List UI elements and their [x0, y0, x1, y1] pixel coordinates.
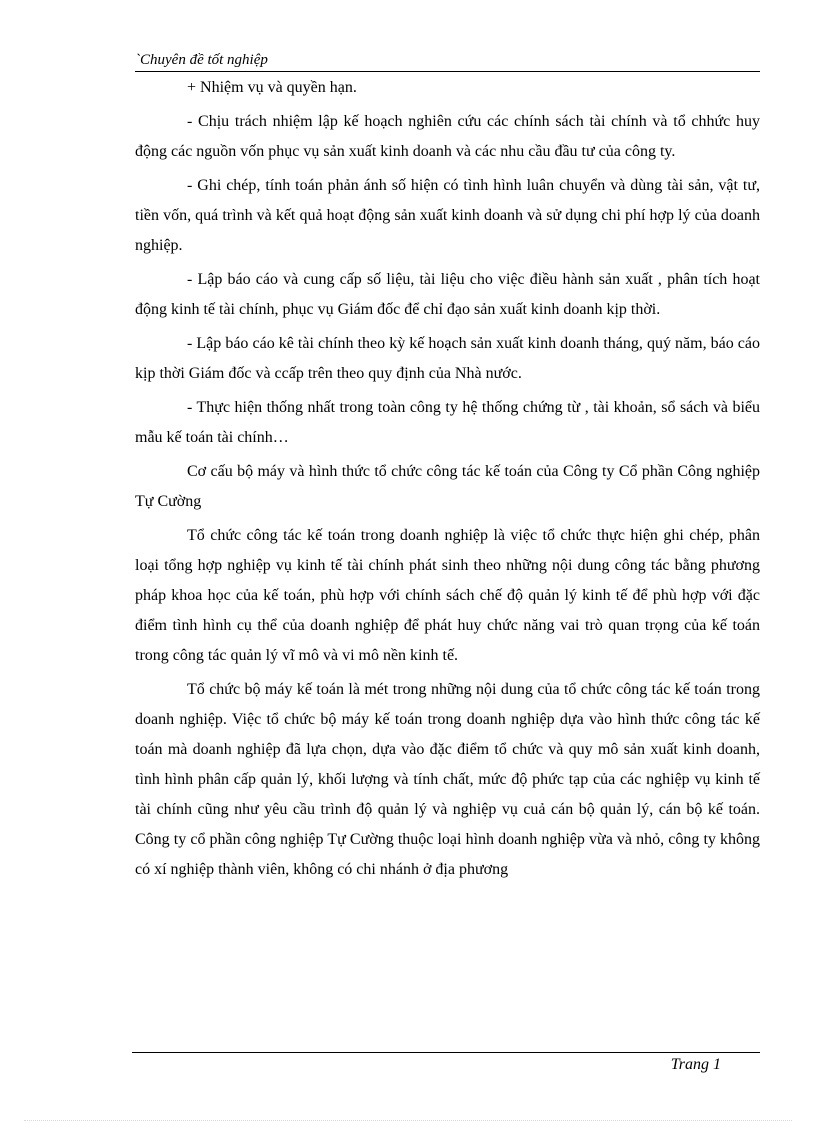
header-divider [135, 71, 760, 72]
page-number: Trang 1 [670, 1056, 721, 1073]
page-bottom-border [24, 1120, 792, 1121]
document-body [135, 73, 760, 889]
paragraph-responsibility-planning: - Chịu trách nhiệm lập kế hoạch nghiên cứu các chính sách tài chính và tổ chhức huy động các nguồn vốn phục vụ sản xuất kinh doanh và các nhu cầu đầu tư của công ty. [135, 113, 760, 160]
paragraph-duties-heading: + Nhiệm vụ và quyền hạn. [187, 79, 357, 96]
paragraph-reporting-data: - Lập báo cáo và cung cấp số liệu, tài liệu cho việc điều hành sản xuất , phân tích hoạt động kinh tế tài chính, phục vụ Giám đốc để chỉ đạo sản xuất kinh doanh kịp thời. [135, 271, 760, 318]
footer-divider-left [132, 1052, 330, 1053]
paragraph-unified-system: - Thực hiện thống nhất trong toàn công ty hệ thống chứng từ , tài khoản, sổ sách và biểu mẫu kế toán tài chính… [135, 399, 760, 446]
paragraph-section-heading: Cơ cấu bộ máy và hình thức tổ chức công tác kế toán của Công ty Cổ phần Công nghiệp Tự Cường [135, 463, 760, 510]
footer-divider-right [330, 1052, 760, 1053]
paragraph-accounting-apparatus: Tổ chức bộ máy kế toán là mét trong những nội dung của tổ chức công tác kế toán trong doanh nghiệp. Việc tổ chức bộ máy kế toán trong doanh nghiệp dựa vào hình thức công tác kế toán mà doanh nghiệp đã lựa chọn, dựa vào đặc điểm tổ chức và quy mô sản xuất kinh doanh, tình hình phân cấp quản lý, khối lượng và tính chất, mức độ phức tạp của các nghiệp vụ kinh tế tài chính cũng như yêu cầu trình độ quản lý và nghiệp vụ cuả cán bộ quản lý, cán bộ kế toán. Công ty cổ phần công nghiệp Tự Cường thuộc loại hình doanh nghiệp vừa và nhỏ, công ty không có xí nghiệp thành viên, không có chi nhánh ở địa phương [135, 681, 760, 878]
paragraph-accounting-organization: Tổ chức công tác kế toán trong doanh nghiệp là việc tổ chức thực hiện ghi chép, phân loại tổng hợp nghiệp vụ kinh tế tài chính phát sinh theo những nội dung công tác bằng phương pháp khoa học của kế toán, phù hợp với chính sách chế độ quản lý kinh tế để phù hợp với đặc điểm tình hình cụ thể của doanh nghiệp để phát huy chức năng vai trò quan trọng của kế toán trong công tác quản lý vĩ mô và vi mô nền kinh tế. [135, 527, 760, 664]
paragraph-financial-reports: - Lập báo cáo kê tài chính theo kỳ kế hoạch sản xuất kinh doanh tháng, quý năm, báo cáo kịp thời Giám đốc và ccấp trên theo quy định của Nhà nước. [135, 335, 760, 382]
document-header-title: `Chuyên đề tốt nghiệp [135, 52, 268, 68]
paragraph-recording-calculation: - Ghi chép, tính toán phản ánh số hiện có tình hình luân chuyển và dùng tài sản, vật tư, tiền vốn, quá trình và kết quả hoạt động sản xuất kinh doanh và sử dụng chi phí hợp lý của doanh nghiệp. [135, 177, 760, 254]
